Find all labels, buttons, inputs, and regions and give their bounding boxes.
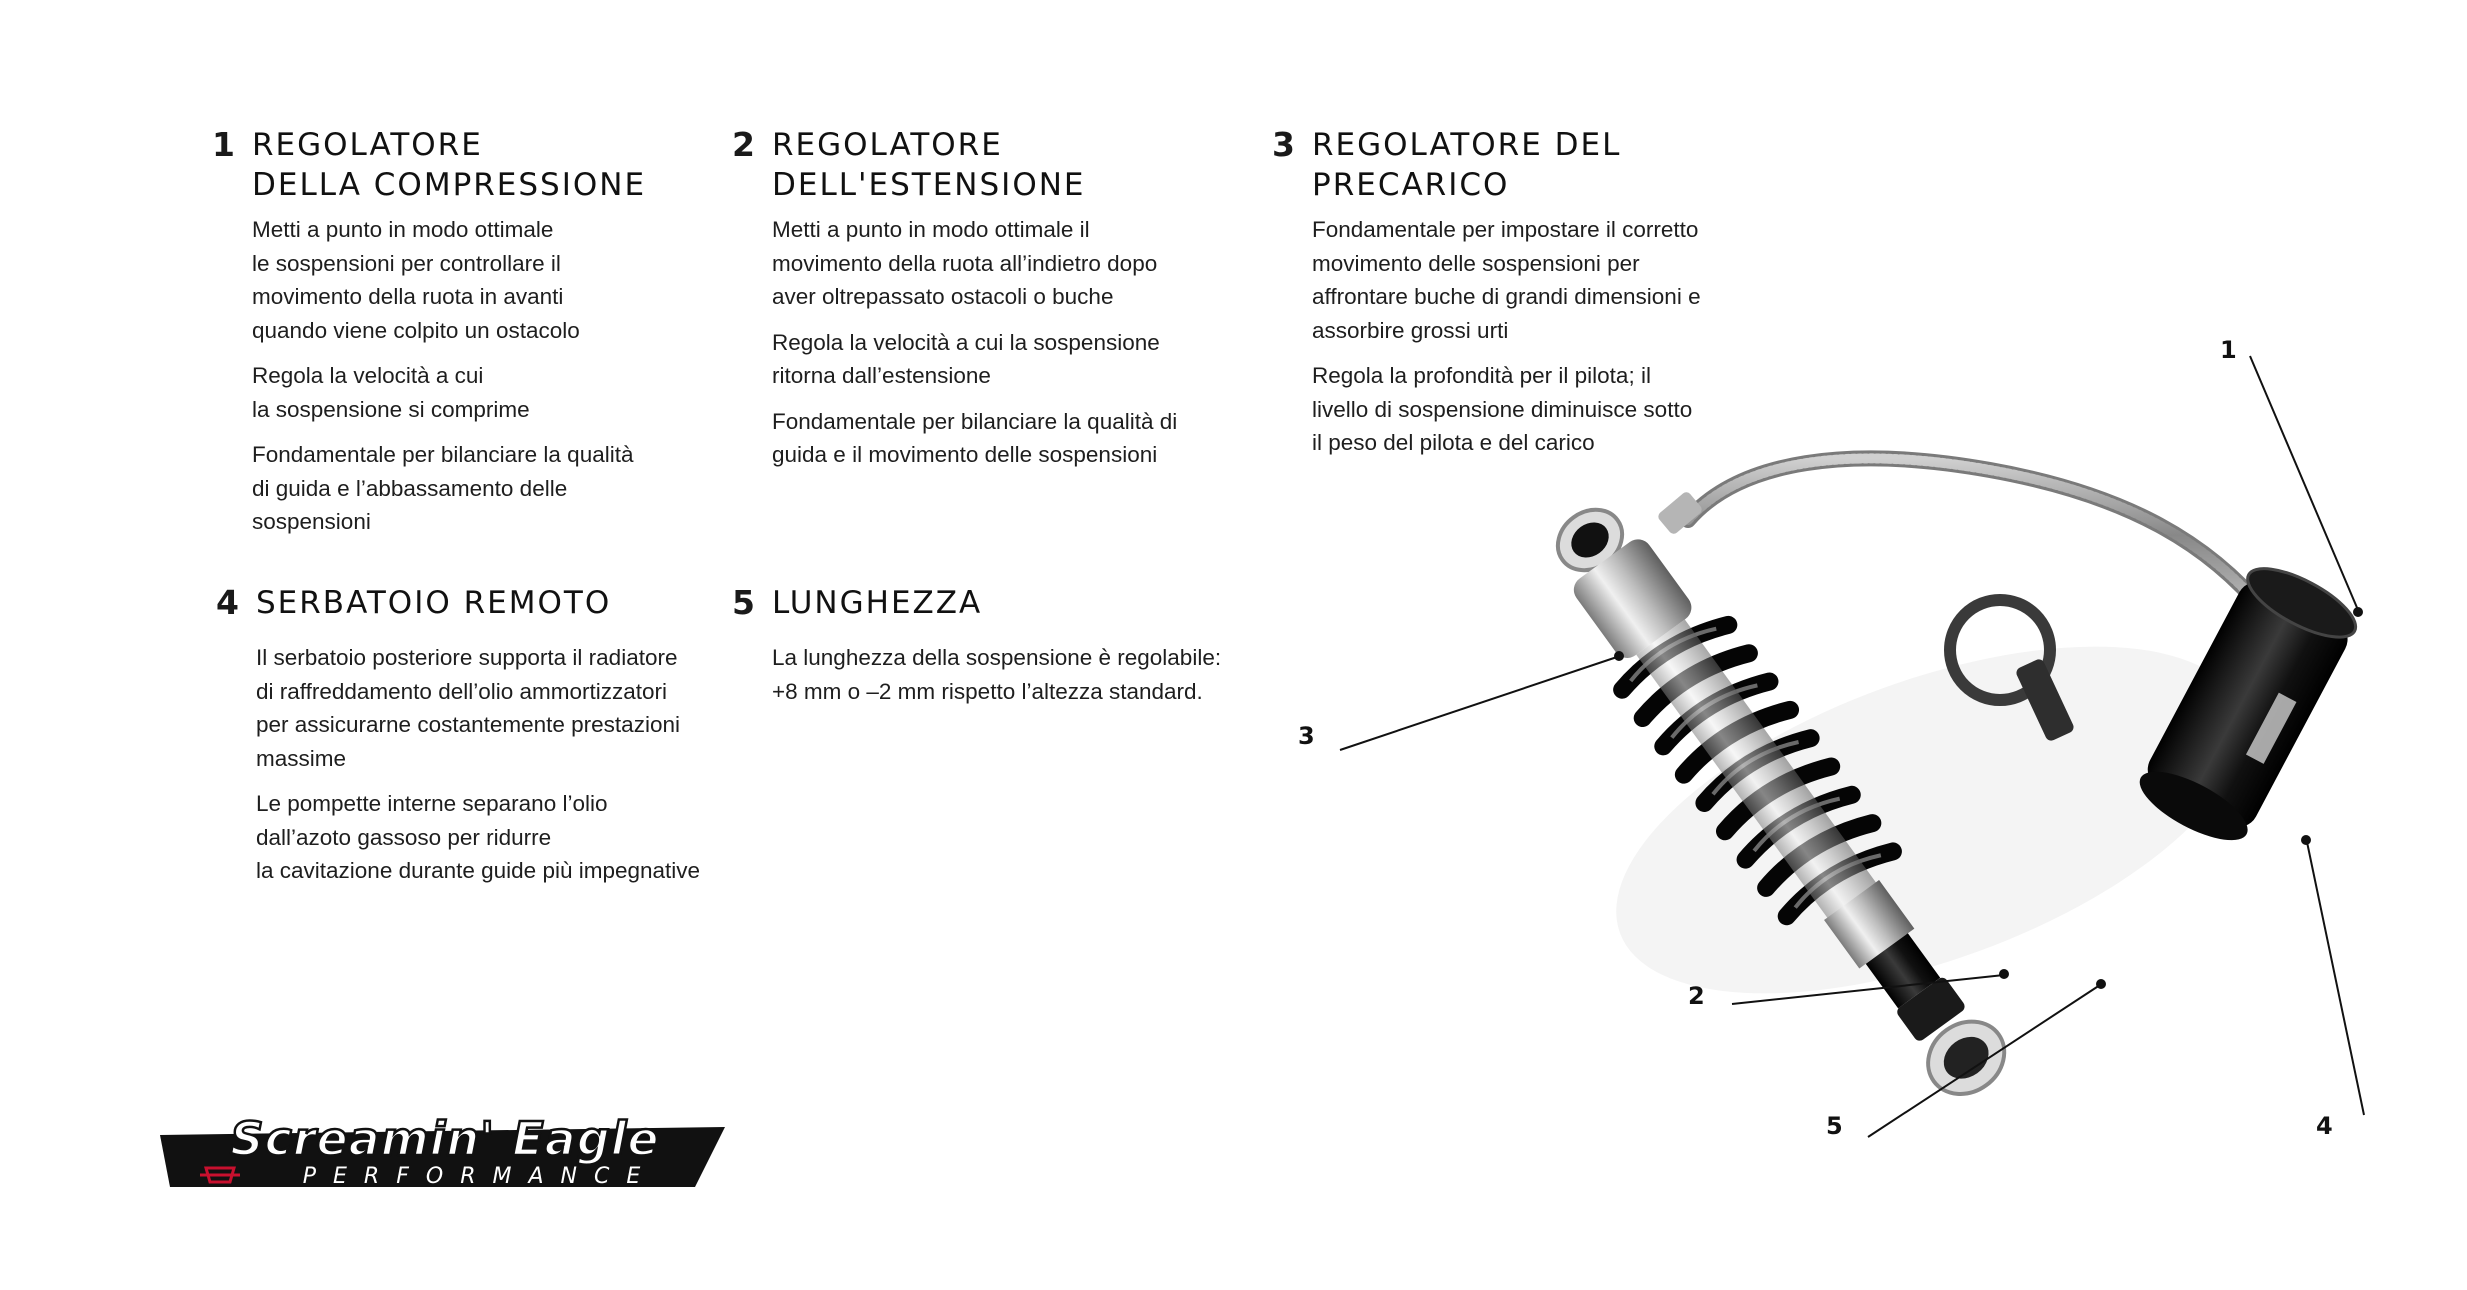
callout-number: 5 xyxy=(1826,1112,1843,1140)
section-title: REGOLATORE DELLA COMPRESSIONE xyxy=(252,127,647,203)
section-number: 5 xyxy=(732,583,755,622)
section-paragraph: La lunghezza della sospensione è regolabile: +8 mm o –2 mm rispetto l’altezza standard. xyxy=(772,645,1222,704)
callout-number: 2 xyxy=(1688,982,1705,1010)
svg-text:Screamin' Eagle: Screamin' Eagle xyxy=(230,1112,660,1166)
section-title: SERBATOIO REMOTO xyxy=(256,585,612,621)
section-paragraph: Regola la velocità a cui la sospensione si comprime xyxy=(252,363,530,422)
section-title: LUNGHEZZA xyxy=(772,585,983,621)
section-paragraph: Metti a punto in modo ottimale le sospensioni per controllare il movimento della ruota in avanti quando viene colpito un ostacolo xyxy=(252,217,580,343)
section-number: 4 xyxy=(216,583,239,622)
section-title: REGOLATORE DELL'ESTENSIONE xyxy=(772,127,1086,203)
screamin-eagle-logo xyxy=(150,1105,740,1195)
section-paragraph: Le pompette interne separano l’olio dall’azoto gassoso per ridurre la cavitazione durante guide più impegnative xyxy=(256,791,701,883)
callout-number: 1 xyxy=(2220,336,2237,364)
section-number: 3 xyxy=(1272,125,1295,164)
section-paragraph: Il serbatoio posteriore supporta il radiatore di raffreddamento dell’olio ammortizzatori per assicurarne costantemente prestazioni massime xyxy=(256,645,680,771)
section-paragraph: Metti a punto in modo ottimale il movimento della ruota all’indietro dopo aver oltrepassato ostacoli o buche xyxy=(772,217,1158,309)
section-paragraph: Fondamentale per bilanciare la qualità di guida e il movimento delle sospensioni xyxy=(772,408,1178,467)
section-number: 2 xyxy=(732,125,755,164)
section-paragraph: Regola la velocità a cui la sospensione ritorna dall’estensione xyxy=(772,329,1160,388)
section-paragraph: Regola la profondità per il pilota; il livello di sospensione diminuisce sotto il peso del pilota e del carico xyxy=(1312,363,1693,455)
callout-number: 4 xyxy=(2316,1112,2333,1140)
section-number: 1 xyxy=(212,125,235,164)
svg-text:PERFORMANCE: PERFORMANCE xyxy=(302,1164,658,1189)
callout-number: 3 xyxy=(1298,722,1315,750)
section-paragraph: Fondamentale per impostare il corretto movimento delle sospensioni per affrontare buche di grandi dimensioni e assorbire grossi urti xyxy=(1312,217,1701,343)
section-title: REGOLATORE DEL PRECARICO xyxy=(1312,127,1622,203)
section-paragraph: Fondamentale per bilanciare la qualità di guida e l’abbassamento delle sospensioni xyxy=(252,442,634,534)
